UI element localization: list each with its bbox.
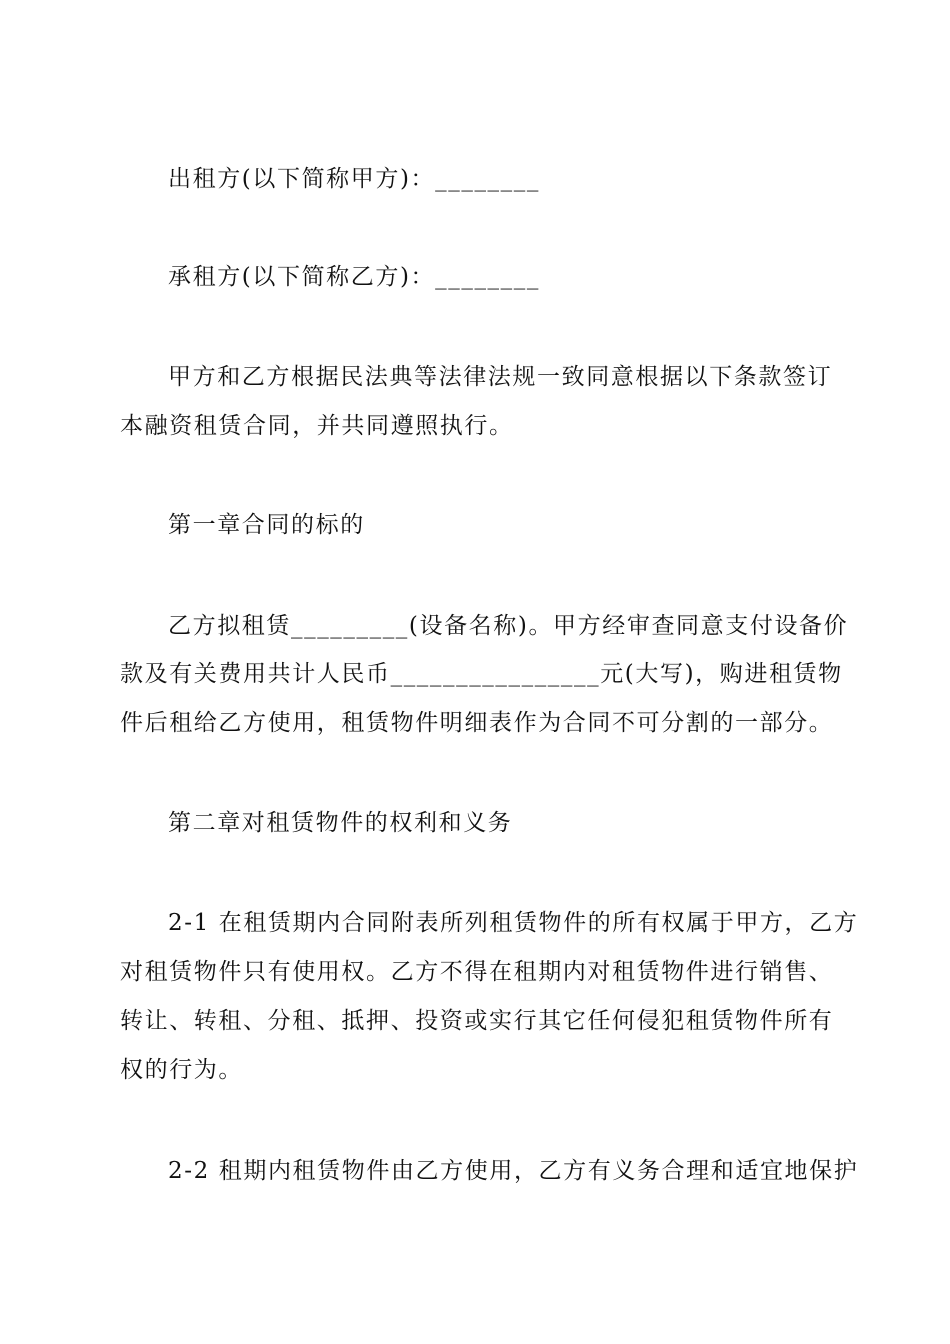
chapter1-heading: 第一章合同的标的 [168,512,365,538]
chapter1-line-2: 款及有关费用共计人民币________________元(大写)，购进租赁物 [120,661,843,687]
intro-line-1: 甲方和乙方根据民法典等法律法规一致同意根据以下条款签订 [168,364,833,390]
chapter2-heading: 第二章对租赁物件的权利和义务 [168,810,513,836]
clause-2-1-line-4: 权的行为。 [120,1057,243,1083]
chapter1-line-1: 乙方拟租赁_________(设备名称)。甲方经审查同意支付设备价 [168,613,849,639]
lessor-line: 出租方(以下简称甲方)：________ [168,166,540,192]
lessee-line: 承租方(以下简称乙方)：________ [168,264,540,290]
clause-2-1-line-1: 2-1 在租赁期内合同附表所列租赁物件的所有权属于甲方，乙方 [168,910,859,936]
clause-2-1-line-3: 转让、转租、分租、抵押、投资或实行其它任何侵犯租赁物件所有 [120,1008,834,1034]
chapter1-line-3: 件后租给乙方使用，租赁物件明细表作为合同不可分割的一部分。 [120,710,834,736]
clause-2-2-line-1: 2-2 租期内租赁物件由乙方使用，乙方有义务合理和适宜地保护 [168,1158,859,1184]
intro-line-2: 本融资租赁合同，并共同遵照执行。 [120,413,514,439]
clause-2-1-line-2: 对租赁物件只有使用权。乙方不得在租期内对租赁物件进行销售、 [120,959,834,985]
